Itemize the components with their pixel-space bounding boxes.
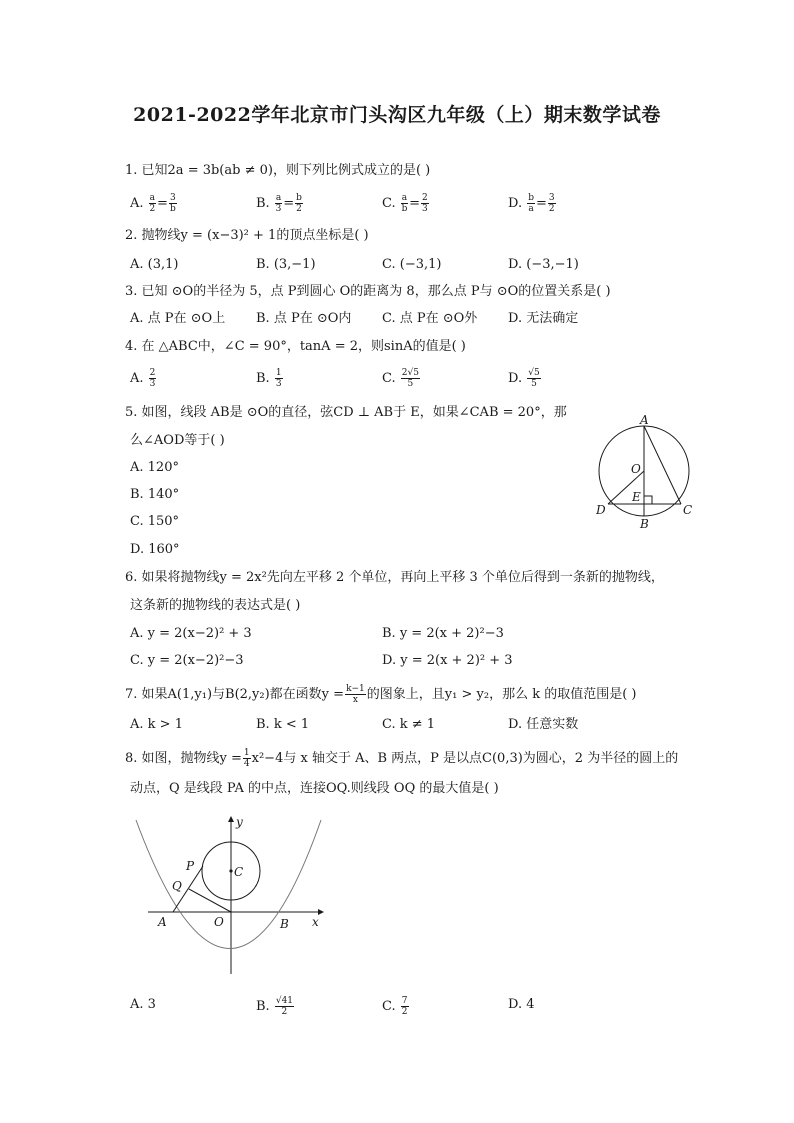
q1-option-d: D. $\frac{b}{a}$ = $\frac{3}{2}$ <box>508 193 555 214</box>
q7-option-d: D. 任意实数 <box>508 717 579 732</box>
label-o: O <box>631 462 641 476</box>
q3-stem: 3. 已知 ⊙O的半径为 5，点 P到圆心 O的距离为 8，那么点 P与 ⊙O的位置关系是( ) <box>125 284 611 299</box>
q5-stem-line2: 么∠AOD等于( ) <box>130 433 225 448</box>
label-c: C <box>234 865 244 879</box>
label-b: B <box>640 517 649 531</box>
label-d: D <box>596 503 606 517</box>
center-c-dot <box>229 869 232 872</box>
q2-option-b: B. (3,−1) <box>256 257 316 272</box>
label-a: A <box>158 915 167 929</box>
q6-option-c: C. y = 2(x−2)²−3 <box>130 653 244 668</box>
q5-option-d: D. 160° <box>130 542 180 557</box>
label-o: O <box>214 915 224 929</box>
q6-option-d: D. y = 2(x + 2)² + 3 <box>382 653 513 668</box>
q1-option-a: A. $\frac{a}{2}$ = $\frac{3}{b}$ <box>130 193 176 214</box>
y-axis-arrow <box>228 816 234 822</box>
q7-option-c: C. k ≠ 1 <box>382 717 436 732</box>
q5-option-b: B. 140° <box>130 487 180 502</box>
q8-option-a: A. 3 <box>130 997 156 1012</box>
x-axis-arrow <box>318 909 324 915</box>
q6-option-a: A. y = 2(x−2)² + 3 <box>130 626 252 641</box>
q5-option-c: C. 150° <box>130 514 180 529</box>
q8-stem-line1: 8. 如图，抛物线y = $\frac{1}{4}$ x²−4与 x 轴交于 A、B 两点，P 是以点C(0,3)为圆心，2 为半径的圆上的 <box>125 748 679 769</box>
q8-option-d: D. 4 <box>508 997 535 1012</box>
q2-stem: 2. 抛物线y = (x−3)² + 1的顶点坐标是( ) <box>125 228 369 243</box>
q8-option-b: B. $\frac{√41}{2}$ <box>256 996 294 1017</box>
q6-stem-line2: 这条新的抛物线的表达式是( ) <box>130 598 301 613</box>
q5-stem-line1: 5. 如图，线段 AB是 ⊙O的直径，弦CD ⊥ AB于 E，如果∠CAB = 20°，那 <box>125 405 567 420</box>
label-q: Q <box>172 879 182 893</box>
label-y: y <box>236 815 243 829</box>
q8-parabola-figure <box>128 812 328 980</box>
page-title: 2021-2022学年北京市门头沟区九年级（上）期末数学试卷 <box>133 104 661 126</box>
q4-option-a: A. $\frac{2}{3}$ <box>130 368 156 389</box>
q3-option-d: D. 无法确定 <box>508 311 579 326</box>
q1-option-b: B. $\frac{a}{3}$ = $\frac{b}{2}$ <box>256 193 302 214</box>
label-e: E <box>632 490 641 504</box>
label-x: x <box>312 915 319 929</box>
q8-option-c: C. $\frac{7}{2}$ <box>382 996 408 1017</box>
label-b: B <box>280 917 289 931</box>
q7-option-b: B. k < 1 <box>256 717 310 732</box>
q3-option-c: C. 点 P在 ⊙O外 <box>382 311 478 326</box>
label-c: C <box>683 503 693 517</box>
segment-oq <box>189 889 231 912</box>
q4-option-c: C. $\frac{2√5}{5}$ <box>382 368 419 389</box>
q1-stem: 1. 已知2a = 3b(ab ≠ 0)，则下列比例式成立的是( ) <box>125 163 431 178</box>
q3-option-b: B. 点 P在 ⊙O内 <box>256 311 352 326</box>
q8-stem-line2: 动点，Q 是线段 PA 的中点，连接OQ.则线段 OQ 的最大值是( ) <box>130 781 499 796</box>
label-a: A <box>640 413 649 427</box>
q6-option-b: B. y = 2(x + 2)²−3 <box>382 626 504 641</box>
q5-circle-figure <box>590 410 700 535</box>
q4-stem: 4. 在 △ABC中，∠C = 90°，tanA = 2，则sinA的值是( ) <box>125 339 466 354</box>
q2-option-c: C. (−3,1) <box>382 257 442 272</box>
q3-option-a: A. 点 P在 ⊙O上 <box>130 311 226 326</box>
right-angle-mark <box>644 496 652 504</box>
q1-option-c: C. $\frac{a}{b}$ = $\frac{2}{3}$ <box>382 193 428 214</box>
q7-option-a: A. k > 1 <box>130 717 183 732</box>
q4-option-b: B. $\frac{1}{3}$ <box>256 368 282 389</box>
q2-option-a: A. (3,1) <box>130 257 179 272</box>
q5-option-a: A. 120° <box>130 460 179 475</box>
parabola-curve <box>136 820 321 949</box>
segment-ac <box>644 426 681 504</box>
q2-option-d: D. (−3,−1) <box>508 257 579 272</box>
q6-stem-line1: 6. 如果将抛物线y = 2x²先向左平移 2 个单位，再向上平移 3 个单位后得到一条新的抛物线， <box>125 570 664 585</box>
q4-option-d: D. $\frac{√5}{5}$ <box>508 368 540 389</box>
q7-stem: 7. 如果A(1,y₁)与B(2,y₂)都在函数y = $\frac{k-1}{x}$ 的图象上，且y₁ > y₂，那么 k 的取值范围是( ) <box>125 684 637 705</box>
label-p: P <box>186 859 195 873</box>
